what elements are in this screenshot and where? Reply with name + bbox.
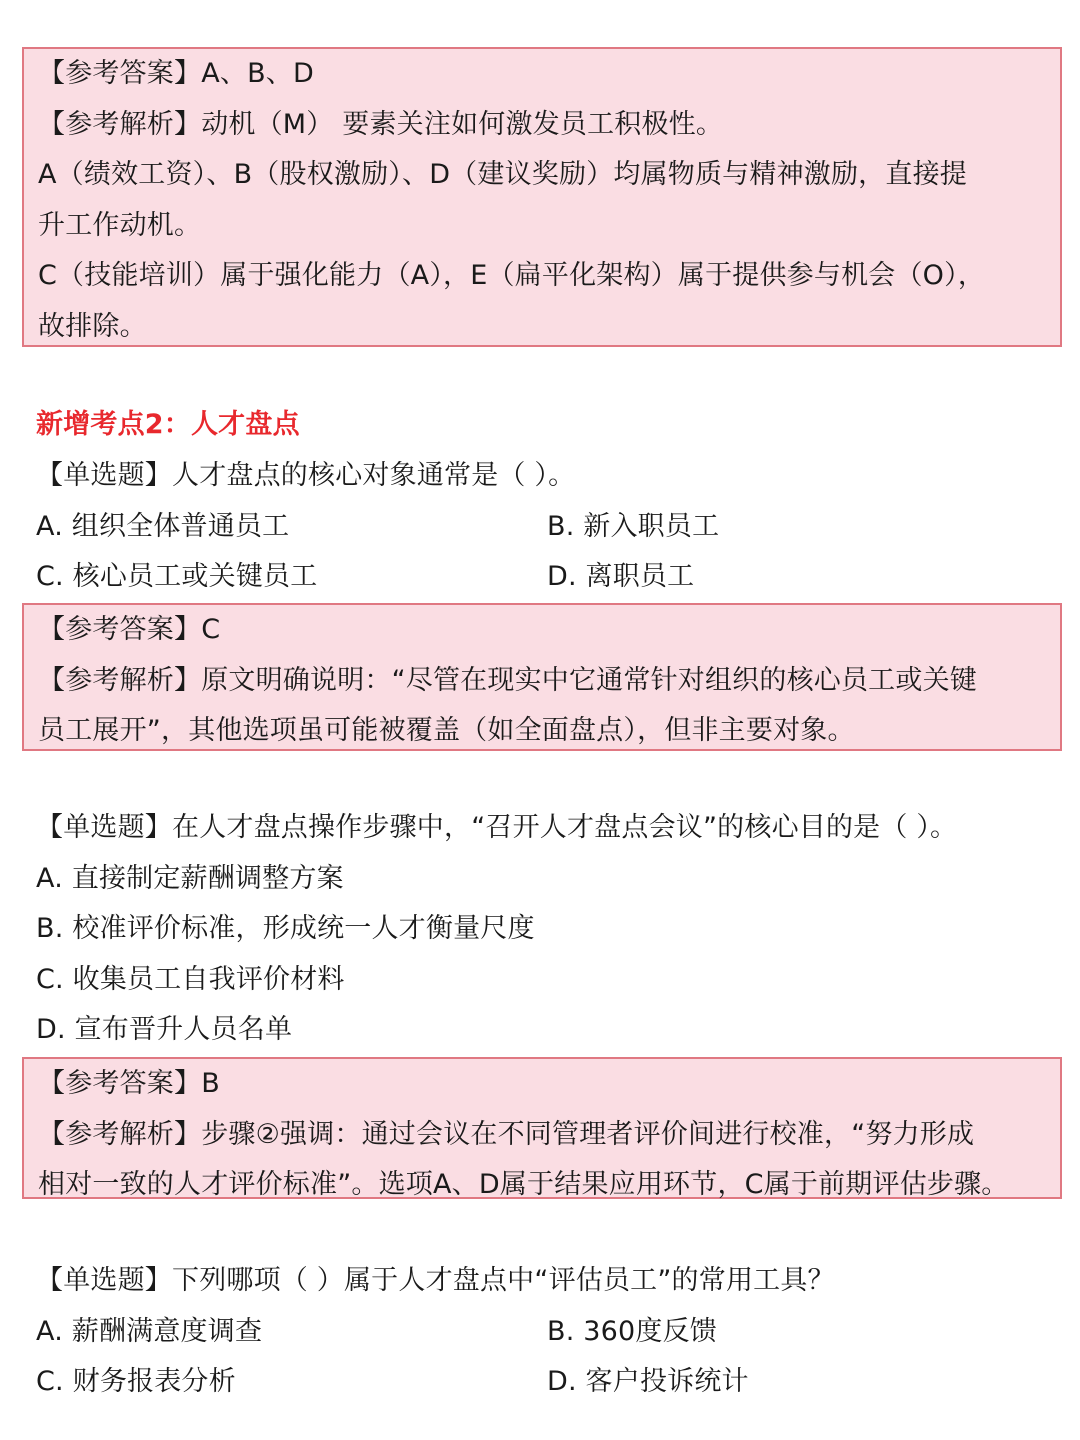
option-b: B. 校准评价标准，形成统一人才衡量尺度 — [36, 913, 535, 944]
answer-box-q2 — [22, 1057, 1062, 1199]
question-stem: 【单选题】下列哪项（ ）属于人才盘点中“评估员工”的常用工具？ — [36, 1265, 835, 1296]
option-d: D. 宣布晋升人员名单 — [36, 1014, 293, 1045]
option-a: A. 薪酬满意度调查 — [36, 1315, 263, 1347]
option-b: B. 新入职员工 — [546, 510, 720, 542]
analysis-line: 【参考解析】步骤②强调：通过会议在不同管理者评价间进行校准，“努力形成 — [38, 1118, 975, 1150]
option-c: C. 核心员工或关键员工 — [36, 561, 318, 592]
analysis-line: C（技能培训）属于强化能力（A），E（扁平化架构）属于提供参与机会（O）， — [38, 260, 986, 291]
question-stem: 【单选题】在人才盘点操作步骤中，“召开人才盘点会议”的核心目的是（ ）。 — [36, 812, 958, 843]
option-c: C. 收集员工自我评价材料 — [36, 963, 345, 995]
option-c: C. 财务报表分析 — [36, 1366, 236, 1397]
answer-line: 【参考答案】B — [38, 1068, 220, 1099]
answer-line: 【参考答案】C — [38, 614, 221, 645]
section-title-block — [36, 400, 1046, 451]
section-title: 新增考点2：人才盘点 — [36, 409, 300, 440]
analysis-line: 升工作动机。 — [38, 209, 202, 241]
answer-box-1 — [22, 47, 1062, 347]
analysis-line: 【参考解析】原文明确说明：“尽管在现实中它通常针对组织的核心员工或关键 — [38, 664, 977, 696]
question-2 — [36, 803, 1046, 1056]
answer-line: 【参考答案】A、B、D — [38, 58, 314, 89]
option-d: D. 离职员工 — [546, 561, 695, 592]
option-d: D. 客户投诉统计 — [546, 1366, 749, 1397]
option-a: A. 直接制定薪酬调整方案 — [36, 862, 344, 894]
question-3 — [36, 1256, 1046, 1408]
question-1 — [36, 451, 1046, 603]
answer-box-q1 — [22, 603, 1062, 751]
analysis-line: 【参考解析】动机（M） 要素关注如何激发员工积极性。 — [38, 108, 724, 140]
analysis-line: 相对一致的人才评价标准”。选项A、D属于结果应用环节，C属于前期评估步骤。 — [38, 1169, 1009, 1200]
option-b: B. 360度反馈 — [546, 1315, 718, 1347]
analysis-line: 故排除。 — [38, 310, 147, 342]
analysis-line: A（绩效工资）、B（股权激励）、D（建议奖励）均属物质与精神激励，直接提 — [38, 159, 967, 190]
option-a: A. 组织全体普通员工 — [36, 510, 290, 542]
question-stem: 【单选题】人才盘点的核心对象通常是（ ）。 — [36, 460, 576, 491]
analysis-line: 员工展开”，其他选项虽可能被覆盖（如全面盘点），但非主要对象。 — [38, 715, 855, 746]
